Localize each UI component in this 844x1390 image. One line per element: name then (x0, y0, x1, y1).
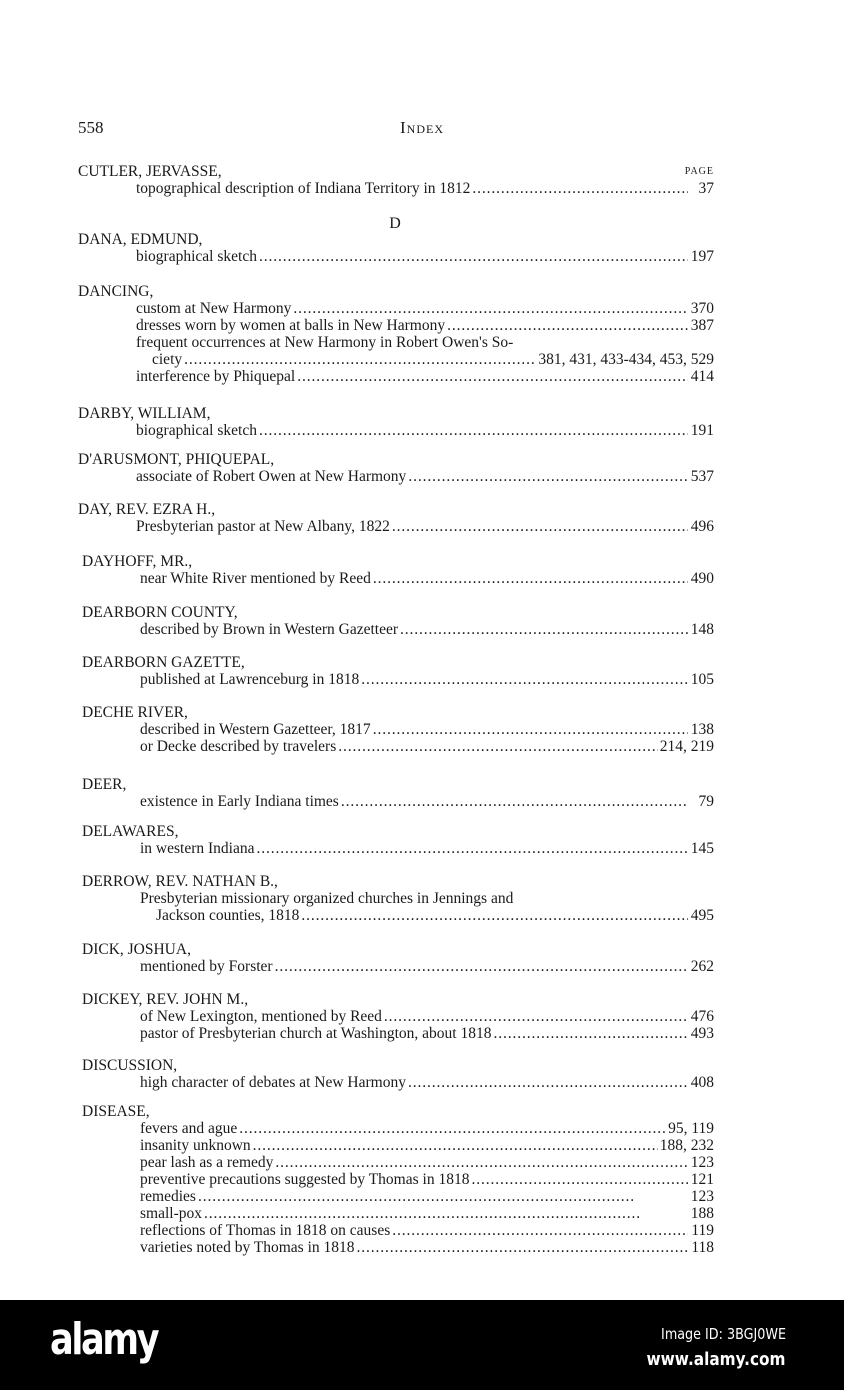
entry-heading: DEARBORN COUNTY, (82, 604, 238, 621)
dot-leader (198, 1188, 688, 1205)
subentry-text: dresses worn by women at balls in New Harmony (136, 317, 446, 334)
dot-leader (275, 958, 688, 975)
running-head: Index (400, 118, 444, 137)
entry-heading: DAYHOFF, MR., (82, 553, 193, 570)
subentry-line (82, 1188, 714, 1205)
subentry-text: near White River mentioned by Reed (140, 570, 371, 587)
dot-leader (408, 468, 688, 485)
subentry-text: of New Lexington, mentioned by Reed (140, 1008, 382, 1025)
page-refs: 197 (690, 248, 714, 265)
subentry-line (82, 621, 714, 638)
page-refs: 119 (691, 1222, 714, 1239)
page-refs: 105 (690, 671, 714, 688)
page-refs: 414 (690, 368, 714, 385)
page-refs: 79 (698, 793, 714, 810)
page-refs: 387 (690, 317, 714, 334)
dot-leader (257, 840, 689, 857)
index-entry (82, 991, 714, 1042)
subentry-text: published at Lawrenceburg in 1818 (140, 671, 360, 688)
dot-leader (259, 248, 688, 265)
subentry-text: in western Indiana (140, 840, 255, 857)
subentry-line (78, 334, 714, 351)
subentry-text: insanity unknown (140, 1137, 251, 1154)
page-refs: 123 (690, 1188, 714, 1205)
page-refs: 121 (690, 1171, 714, 1188)
page-refs: 148 (690, 621, 714, 638)
dot-leader (341, 793, 688, 810)
watermark-bar (0, 1300, 844, 1390)
entry-heading: DELAWARES, (82, 823, 179, 840)
page-refs: 493 (690, 1025, 714, 1042)
entry-heading: DISCUSSION, (82, 1057, 178, 1074)
subentry-text: described in Western Gazetteer, 1817 (140, 721, 371, 738)
page-refs: 37 (698, 180, 714, 197)
subentry-text: fevers and ague (140, 1120, 238, 1137)
subentry-text: Presbyterian pastor at New Albany, 1822 (136, 518, 390, 535)
subentry-text: varieties noted by Thomas in 1818 (140, 1239, 355, 1256)
subentry-line (82, 671, 714, 688)
entry-heading: DISEASE, (82, 1103, 150, 1120)
page-refs: 490 (690, 570, 714, 587)
dot-leader (259, 422, 688, 439)
subentry-text: or Decke described by travelers (140, 738, 337, 755)
dot-leader (400, 621, 688, 638)
subentry-continuation: Jackson counties, 1818 (156, 907, 300, 924)
subentry-text: Presbyterian missionary organized churches in Jennings and (140, 890, 514, 907)
index-entry (82, 941, 714, 975)
index-entry (82, 654, 714, 688)
entry-heading: DICK, JOSHUA, (82, 941, 191, 958)
page-refs: 476 (690, 1008, 714, 1025)
subentry-line (82, 1171, 714, 1188)
subentry-line (82, 1222, 714, 1239)
subentry-line (82, 738, 714, 755)
dot-leader (338, 738, 658, 755)
subentry-line (82, 1025, 714, 1042)
dot-leader (361, 671, 688, 688)
subentry-text: biographical sketch (136, 422, 257, 439)
subentry-line (78, 180, 714, 197)
subentry-text: biographical sketch (136, 248, 257, 265)
subentry-text: high character of debates at New Harmony (140, 1074, 406, 1091)
page-refs: 214, 219 (659, 738, 714, 755)
subentry-text: preventive precautions suggested by Thomas in 1818 (140, 1171, 470, 1188)
subentry-line (82, 1120, 714, 1137)
page-column-label: PAGE (684, 166, 714, 177)
dot-leader (253, 1137, 658, 1154)
entry-heading: DEARBORN GAZETTE, (82, 654, 245, 671)
subentry-line (82, 890, 714, 907)
page-refs: 370 (690, 300, 714, 317)
page-refs: 188 (690, 1205, 714, 1222)
subentry-line (78, 422, 714, 439)
subentry-line (82, 1205, 714, 1222)
dot-leader (493, 1025, 688, 1042)
subentry-line (82, 1154, 714, 1171)
dot-leader (373, 570, 688, 587)
subentry-text: pear lash as a remedy (140, 1154, 274, 1171)
dot-leader (472, 180, 688, 197)
subentry-line (82, 793, 714, 810)
subentry-line (82, 907, 714, 924)
index-entry (78, 163, 714, 197)
page-refs: 118 (691, 1239, 714, 1256)
entry-heading: DARBY, WILLIAM, (78, 405, 211, 422)
subentry-continuation: ciety (152, 351, 183, 368)
index-entry (78, 283, 714, 385)
subentry-line (78, 518, 714, 535)
dot-leader (357, 1239, 688, 1256)
subentry-line (78, 468, 714, 485)
dot-leader (392, 1222, 688, 1239)
dot-leader (471, 1171, 688, 1188)
subentry-line (78, 317, 714, 334)
subentry-line (78, 300, 714, 317)
subentry-text: frequent occurrences at New Harmony in Robert Owen's So- (136, 334, 514, 351)
index-entry (82, 873, 714, 924)
page-refs: 495 (690, 907, 714, 924)
section-letter: D (389, 215, 401, 232)
page-refs: 188, 232 (659, 1137, 714, 1154)
subentry-line (82, 1074, 714, 1091)
dot-leader (275, 1154, 688, 1171)
page-refs: 123 (690, 1154, 714, 1171)
site-url: www.alamy.com (647, 1349, 786, 1370)
entry-heading: D'ARUSMONT, PHIQUEPAL, (78, 451, 275, 468)
dot-leader (373, 721, 688, 738)
subentry-text: associate of Robert Owen at New Harmony (136, 468, 407, 485)
page-number: 558 (78, 118, 104, 137)
page-refs: 408 (690, 1074, 714, 1091)
dot-leader (204, 1205, 688, 1222)
index-entry (82, 1057, 714, 1091)
dot-leader (447, 317, 688, 334)
subentry-line (78, 368, 714, 385)
subentry-text: small-pox (140, 1205, 202, 1222)
subentry-line (78, 351, 714, 368)
subentry-text: remedies (140, 1188, 196, 1205)
index-entry (82, 704, 714, 755)
subentry-line (78, 248, 714, 265)
dot-leader (301, 907, 688, 924)
index-entry (82, 776, 714, 810)
alamy-logo: alamy (50, 1314, 158, 1365)
subentry-text: reflections of Thomas in 1818 on causes (140, 1222, 391, 1239)
index-entry (82, 604, 714, 638)
page-refs: 145 (690, 840, 714, 857)
entry-heading: DAY, REV. EZRA H., (78, 501, 216, 518)
entry-heading: DERROW, REV. NATHAN B., (82, 873, 278, 890)
index-entry (78, 451, 714, 485)
index-entry (82, 553, 714, 587)
index-entry (82, 1103, 714, 1256)
dot-leader (408, 1074, 688, 1091)
subentry-line (82, 1239, 714, 1256)
entry-heading: DEER, (82, 776, 127, 793)
subentry-line (82, 1008, 714, 1025)
page-refs: 95, 119 (668, 1120, 714, 1137)
subentry-line (82, 570, 714, 587)
dot-leader (392, 518, 688, 535)
entry-heading: DECHE RIVER, (82, 704, 188, 721)
dot-leader (239, 1120, 666, 1137)
index-entry (82, 823, 714, 857)
subentry-line (82, 1137, 714, 1154)
subentry-text: custom at New Harmony (136, 300, 292, 317)
subentry-line (82, 958, 714, 975)
index-entry (78, 231, 714, 265)
page-refs: 381, 431, 433-434, 453, 529 (538, 351, 714, 368)
subentry-text: interference by Phiquepal (136, 368, 296, 385)
page-refs: 496 (690, 518, 714, 535)
dot-leader (184, 351, 536, 368)
subentry-text: topographical description of Indiana Territory in 1812 (136, 180, 471, 197)
subentry-text: existence in Early Indiana times (140, 793, 339, 810)
entry-heading: CUTLER, JERVASSE, (78, 163, 222, 180)
subentry-text: mentioned by Forster (140, 958, 273, 975)
index-entry (78, 405, 714, 439)
entry-heading: DANCING, (78, 283, 154, 300)
subentry-line (82, 840, 714, 857)
page-refs: 138 (690, 721, 714, 738)
page-refs: 537 (690, 468, 714, 485)
subentry-line (82, 721, 714, 738)
entry-heading: DICKEY, REV. JOHN M., (82, 991, 249, 1008)
index-entry (78, 501, 714, 535)
dot-leader (293, 300, 688, 317)
subentry-text: pastor of Presbyterian church at Washington, about 1818 (140, 1025, 492, 1042)
dot-leader (384, 1008, 688, 1025)
subentry-text: described by Brown in Western Gazetteer (140, 621, 398, 638)
image-id: Image ID: 3BGJ0WE (661, 1325, 786, 1343)
page-refs: 262 (690, 958, 714, 975)
page-refs: 191 (690, 422, 714, 439)
entry-heading: DANA, EDMUND, (78, 231, 203, 248)
dot-leader (297, 368, 688, 385)
